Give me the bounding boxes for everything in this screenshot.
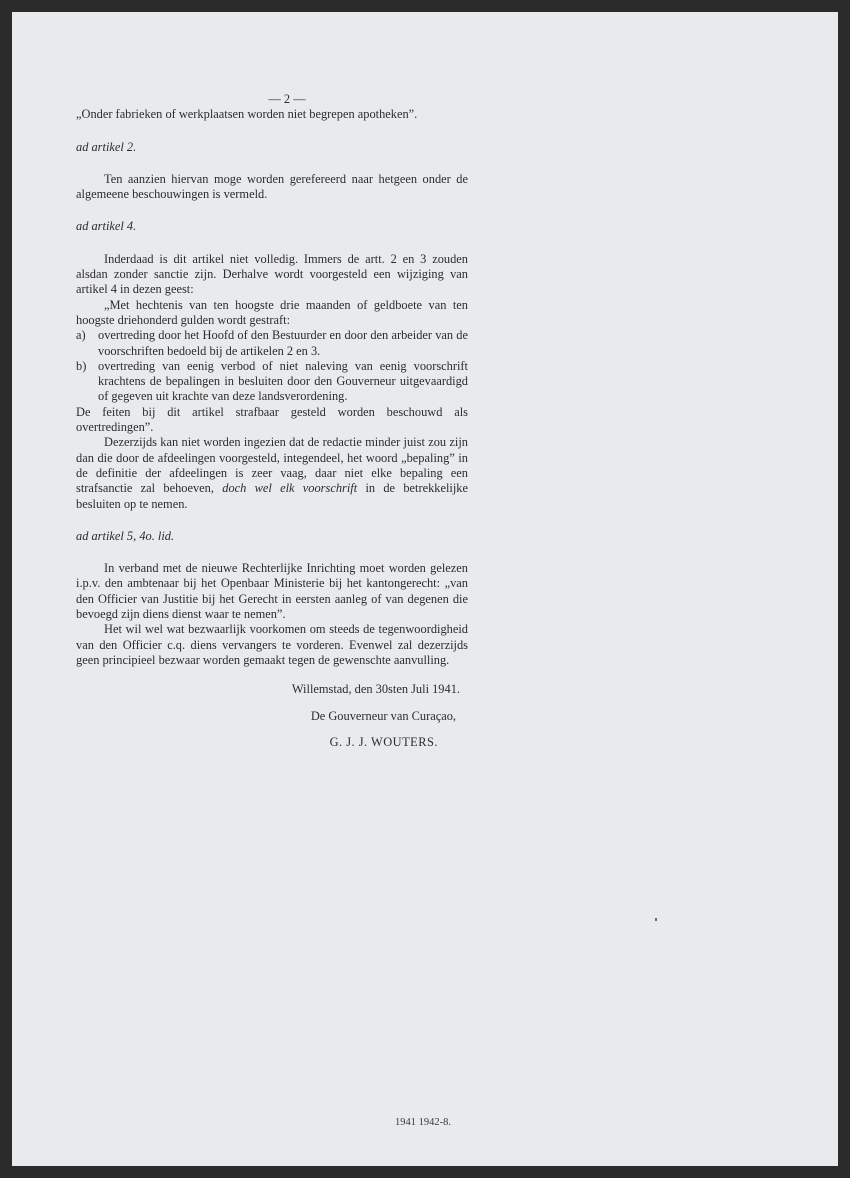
- list-marker: a): [76, 328, 86, 343]
- document-page: [12, 12, 838, 1166]
- list-item-text: overtreding door het Hoofd of den Bestuurder en door den arbeider van de voorschriften bedoeld bij de artikelen 2 en 3.: [98, 328, 468, 358]
- paragraph-artikel-5: In verband met de nieuwe Rechterlijke Inrichting moet worden gelezen i.p.v. den ambtenaar bij het Openbaar Ministerie bij het kantongerecht: „van den Officier van Justitie bij het Gerecht in eersten aanleg of van degenen die bevoegd zijn diens dienst waar te nemen”.: [76, 561, 468, 622]
- heading-artikel-5: ad artikel 5, 4o. lid.: [76, 528, 175, 543]
- response-paragraph: [76, 435, 468, 511]
- response-text-end: in de betrekkelijke besluiten op te nemen.: [76, 481, 468, 511]
- list-marker: b): [76, 358, 87, 373]
- response-emphasis: doch wel elk voorschrift: [222, 481, 358, 496]
- list-item: [76, 359, 468, 405]
- place-date: Willemstad, den 30sten Juli 1941.: [291, 682, 460, 697]
- page-number: — 2 —: [268, 92, 306, 106]
- list-item-text: overtreding van eenig verbod of niet naleving van eenig voorschrift krachtens de bepalingen in besluiten door den Gouverneur uitgevaardigd of gegeven uit krachte van deze landsverordening.: [98, 358, 468, 404]
- offences-paragraph: De feiten bij dit artikel strafbaar gesteld worden beschouwd als overtredingen”.: [76, 404, 468, 435]
- signer-title: De Gouverneur van Curaçao,: [310, 708, 456, 723]
- proposed-text-intro: „Met hechtenis van ten hoogste drie maanden of geldboete van ten hoogste driehonderd gulden wordt gestraft:: [76, 297, 468, 327]
- heading-artikel-2: ad artikel 2.: [76, 139, 137, 154]
- speck: [655, 918, 657, 921]
- signer-name: G. J. J. WOUTERS.: [329, 734, 438, 749]
- list-item: [76, 328, 468, 359]
- paragraph-artikel-4: Inderdaad is dit artikel niet volledig. Immers de artt. 2 en 3 zouden alsdan zonder sanctie zijn. Derhalve wordt voorgesteld een wijziging van artikel 4 in dezen geest:: [76, 251, 468, 297]
- closing-paragraph: Het wil wel wat bezwaarlijk voorkomen om steeds de tegenwoordigheid van den Officier c.q. diens vervangers te vorderen. Evenwel zal dezerzijds geen principieel bezwaar worden gemaakt tegen de gewenschte aanvulling.: [76, 622, 468, 667]
- heading-artikel-4: ad artikel 4.: [76, 219, 137, 234]
- print-code: 1941 1942-8.: [395, 1117, 451, 1128]
- response-text: Dezerzijds kan niet worden ingezien dat de redactie minder juist zou zijn dan die door de afdeelingen voorgesteld, integendeel, het woord „bepaling” in de definitie der afdeelingen is zeer vaag, daar niet elke bepaling een strafsanctie zal behoeven,: [76, 435, 468, 496]
- paragraph-artikel-2: Ten aanzien hiervan moge worden gerefereerd naar hetgeen onder de algemeene beschouwingen is vermeld.: [76, 171, 468, 202]
- body-text: [76, 92, 468, 750]
- quote-paragraph: „Onder fabrieken of werkplaatsen worden niet begrepen apotheken”.: [76, 107, 418, 122]
